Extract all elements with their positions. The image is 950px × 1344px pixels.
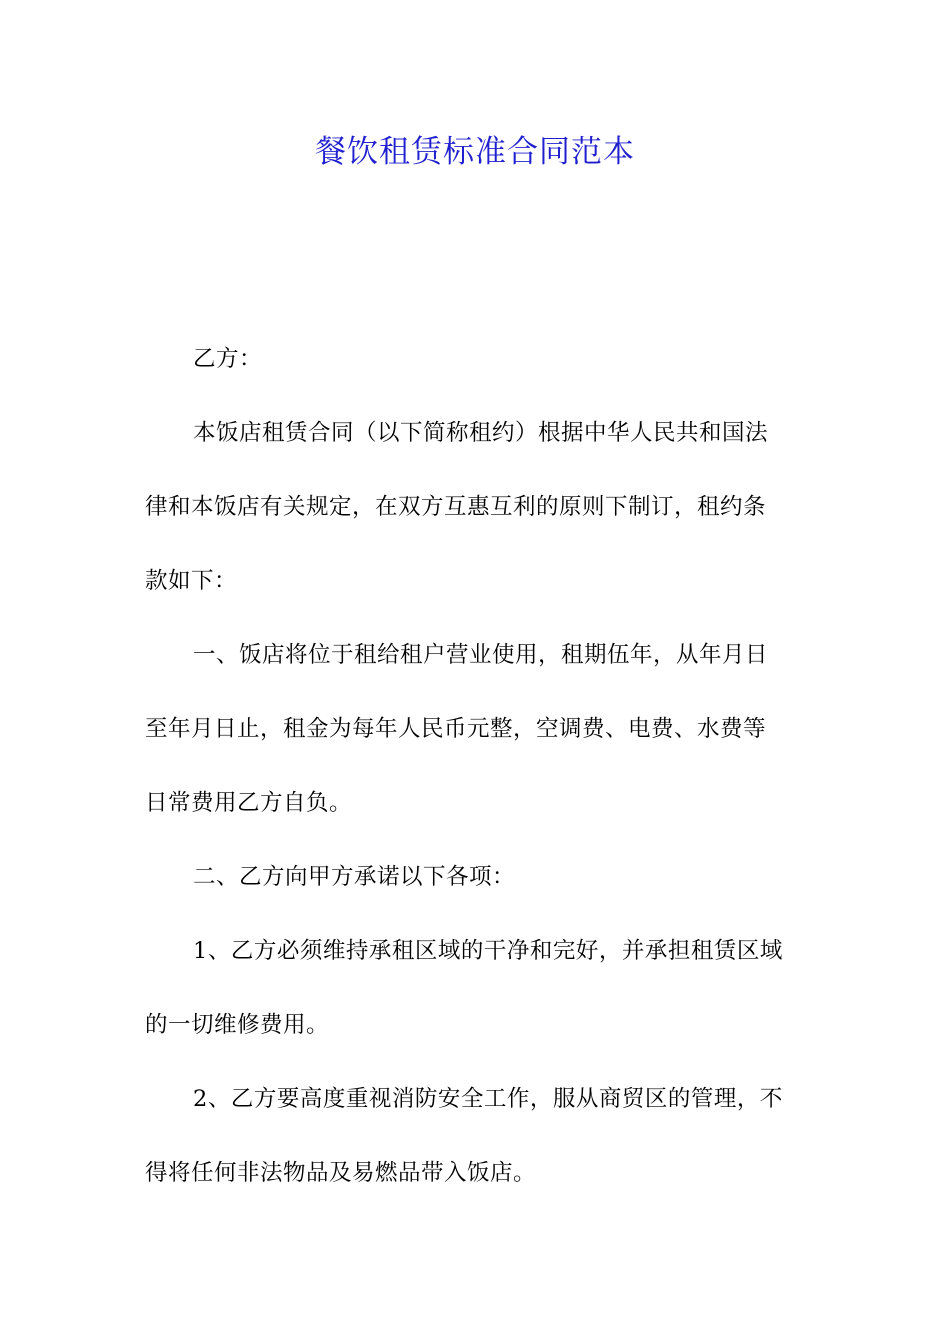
paragraph-clause-1: 一、饭店将位于租给租户营业使用，租期伍年，从年月日 至年月日止，租金为每年人民币元整，空调费、电费、水费等 日常费用乙方自负。 (145, 642, 769, 816)
paragraph-party-b: 乙方： (193, 346, 263, 372)
paragraph-intro: 本饭店租赁合同（以下简称租约）根据中华人民共和国法 律和本饭店有关规定，在双方互惠互利的原则下制订，租约条 款如下： (145, 420, 769, 594)
document-body (145, 322, 810, 1210)
paragraph-item-1: 1、乙方必须维持承租区域的干净和完好，并承担租赁区域 的一切维修费用。 (145, 938, 783, 1038)
paragraph-clause-2: 二、乙方向甲方承诺以下各项： (193, 864, 516, 890)
paragraph-item-2: 2、乙方要高度重视消防安全工作，服从商贸区的管理，不 得将任何非法物品及易燃品带入饭店。 (145, 1086, 783, 1186)
document-title: 餐饮租赁标准合同范本 (315, 134, 635, 170)
